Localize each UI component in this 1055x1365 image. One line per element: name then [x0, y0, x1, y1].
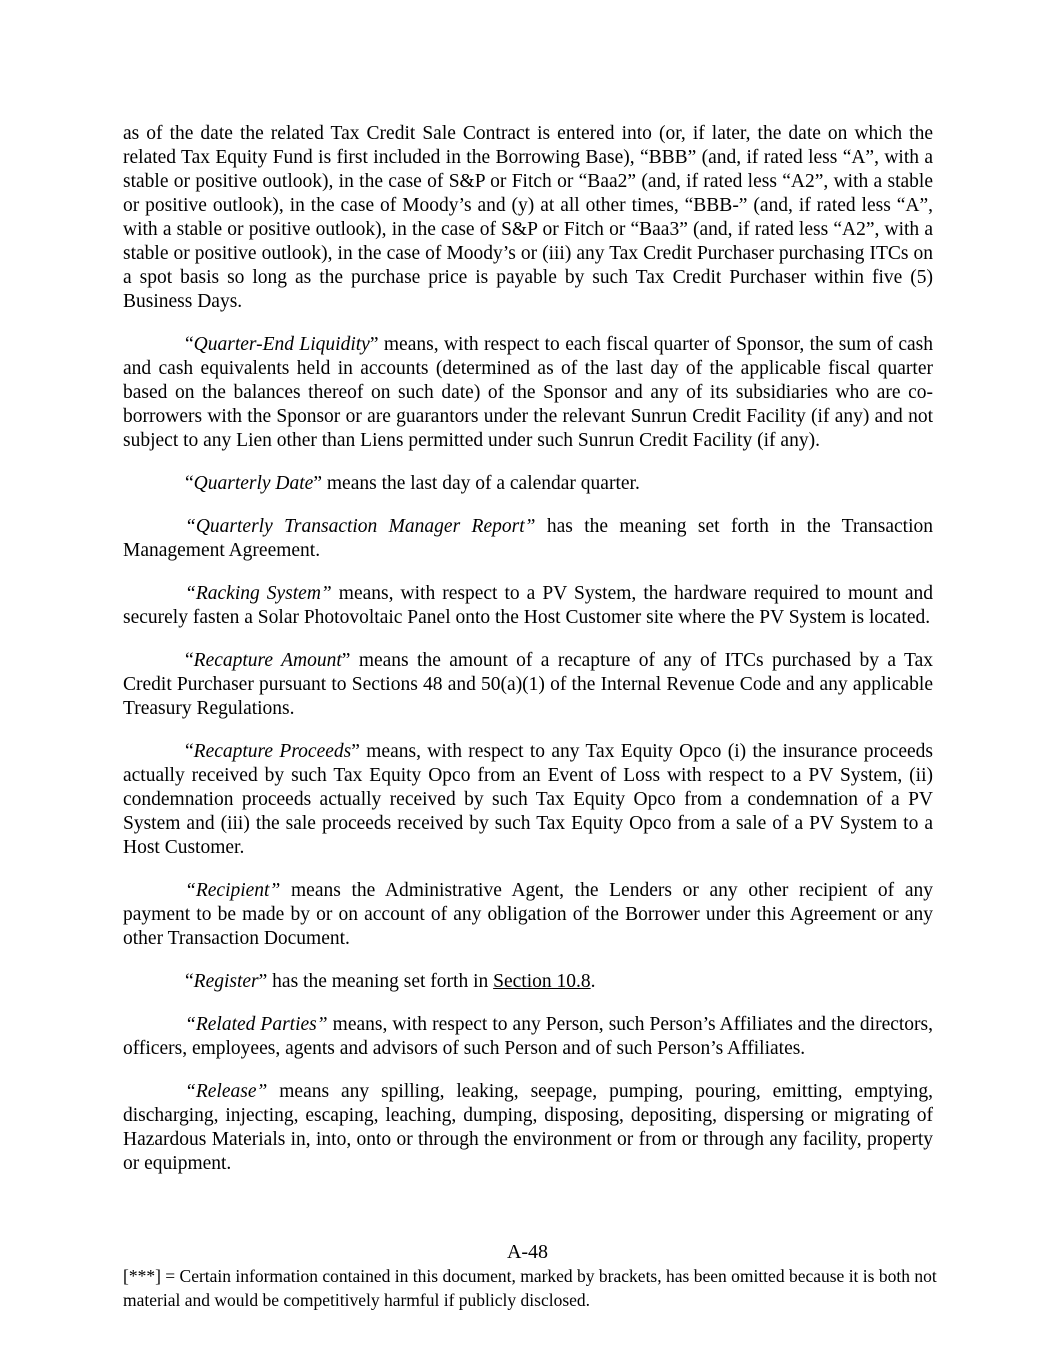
text-run: .	[590, 971, 596, 992]
defined-term: Register	[193, 971, 259, 992]
text-run: ” has the meaning set forth in	[258, 971, 494, 992]
section-reference: Section 10.8	[493, 971, 591, 992]
paragraph	[123, 970, 933, 994]
page-number: A-48	[506, 1241, 549, 1263]
paragraph	[123, 472, 933, 496]
text-run: means, with respect to a PV System, the hardware required to mount and securely fasten a Solar Photovoltaic Panel onto the Host Customer site where the PV System is located.	[123, 583, 933, 628]
paragraph	[123, 1080, 933, 1176]
defined-term: Quarter-End Liquidity	[193, 334, 370, 355]
defined-term: Recapture Proceeds	[193, 741, 352, 762]
defined-term: “Quarterly Transaction Manager Report”	[185, 516, 536, 537]
defined-term: “Recipient”	[185, 880, 281, 901]
text-run: means any spilling, leaking, seepage, pumping, pouring, emitting, emptying, discharging, injecting, escaping, leaching, dumping, disposing, depositing, dispersing or migrating of Hazardous Materials in, into, onto or through the environment or from or through any facility, property or equipment.	[123, 1081, 933, 1174]
text-run: “	[185, 334, 194, 355]
paragraph	[123, 1013, 933, 1061]
footnote: [***] = Certain information contained in this document, marked by brackets, has been omitted because it is both not material and would be competitively harmful if publicly disclosed.	[123, 1266, 937, 1310]
text-run: ” means, with respect to any Tax Equity Opco (i) the insurance proceeds actually received by such Tax Equity Opco from an Event of Loss with respect to a PV System, (ii) condemnation proceeds actually received by such Tax Equity Opco from a condemnation of a PV System and (iii) the sale proceeds received by such Tax Equity Opco from a sale of a PV System to a Host Customer.	[123, 741, 933, 858]
text-run: “	[185, 971, 194, 992]
defined-term: “Release”	[185, 1081, 268, 1102]
text-run: ” means the amount of a recapture of any of ITCs purchased by a Tax Credit Purchaser pursuant to Sections 48 and 50(a)(1) of the Internal Revenue Code and any applicable Treasury Regulations.	[123, 650, 934, 719]
text-run: “	[185, 650, 194, 671]
paragraph	[123, 649, 933, 721]
paragraph	[123, 515, 933, 563]
text-run: “	[185, 741, 194, 762]
text-run: means, with respect to any Person, such Person’s Affiliates and the directors, officers, employees, agents and advisors of such Person and of such Person’s Affiliates.	[123, 1014, 934, 1059]
paragraph	[123, 879, 933, 951]
text-run: “	[185, 473, 194, 494]
text-run: as of the date the related Tax Credit Sale Contract is entered into (or, if later, the date on which the related Tax Equity Fund is first included in the Borrowing Base), “BBB” (and, if rated less “A”, with a stable or positive outlook), in the case of S&P or Fitch or “Baa2” (and, if rated less “A2”, with a stable or positive outlook), in the case of Moody’s and (y) at all other times, “BBB-” (and, if rated less “A”, with a stable or positive outlook), in the case of S&P or Fitch or “Baa3” (and, if rated less “A2”, with a stable or positive outlook), in the case of Moody’s or (iii) any Tax Credit Purchaser purchasing ITCs on a spot basis so long as the purchase price is payable by such Tax Credit Purchaser within five (5) Business Days.	[123, 123, 933, 312]
paragraph	[123, 740, 933, 860]
document-body	[123, 122, 933, 1176]
paragraph	[123, 582, 933, 630]
defined-term: Quarterly Date	[193, 473, 314, 494]
defined-term: “Racking System”	[185, 583, 332, 604]
defined-term: Recapture Amount	[193, 650, 342, 671]
defined-term: “Related Parties”	[185, 1014, 328, 1035]
paragraph	[123, 333, 933, 453]
paragraph	[123, 122, 933, 314]
text-run: ” means the last day of a calendar quarter.	[313, 473, 640, 494]
text-run: means the Administrative Agent, the Lenders or any other recipient of any payment to be made by or on account of any obligation of the Borrower under this Agreement or any other Transaction Document.	[123, 880, 933, 949]
text-run: has the meaning set forth in the Transaction Management Agreement.	[123, 516, 933, 561]
text-run: ” means, with respect to each fiscal quarter of Sponsor, the sum of cash and cash equivalents held in accounts (determined as of the last day of the applicable fiscal quarter based on the balances thereof on such date) of the Sponsor and any of its subsidiaries who are co-borrowers with the Sponsor or are guarantors under the relevant Sunrun Credit Facility (if any) and not subject to any Lien other than Liens permitted under such Sunrun Credit Facility (if any).	[123, 334, 933, 451]
